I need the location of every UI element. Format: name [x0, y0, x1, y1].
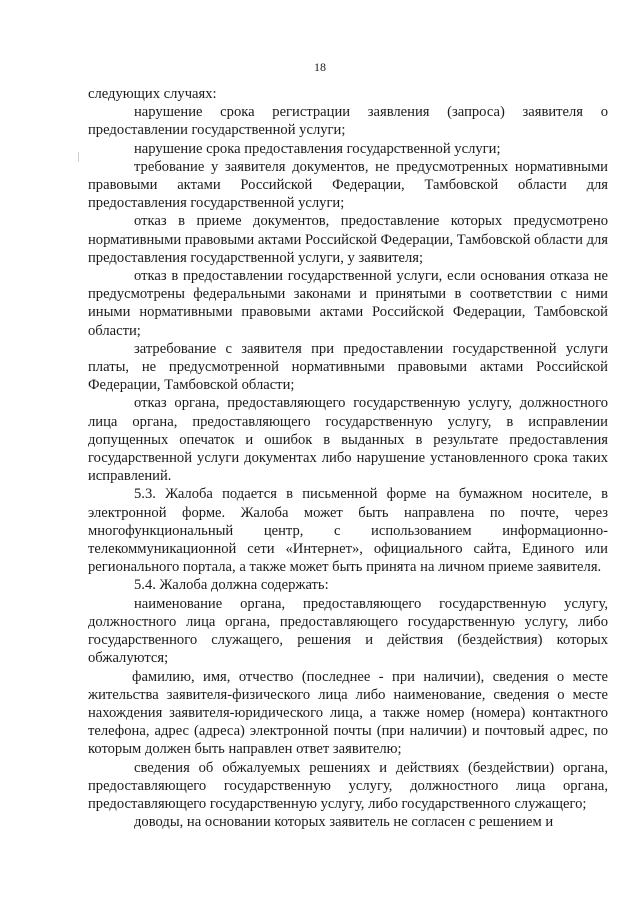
list-item-documents-demand: требование у заявителя документов, не предусмотренных нормативными правовыми актами Российской Федерации, Тамбовской области для предоставления государственной услуги;	[88, 158, 608, 212]
list-item-document-refusal: отказ в приеме документов, предоставление которых предусмотрено нормативными правовыми актами Российской Федерации, Тамбовской области для предоставления государственной услуги, у заявителя;	[88, 213, 608, 266]
list-item-applicant-info: фамилию, имя, отчество (последнее - при наличии), сведения о месте жительства заявителя-физического лица либо наименование, сведения о месте нахождения заявителя-юридического лица, а также номер (номера) контактного телефона, адрес (адреса) электронной почты (при наличии) и почтовый адрес, по которым должен быть направлен ответ заявителю;	[88, 668, 608, 758]
list-item-term-violation: нарушение срока предоставления государственной услуги;	[134, 140, 501, 157]
margin-mark	[78, 152, 79, 162]
paragraph-5-4: 5.4. Жалоба должна содержать:	[134, 577, 329, 594]
list-item-appealed-decisions: сведения об обжалуемых решениях и действиях (бездействии) органа, предоставляющего государственную услугу, должностного лица органа, предоставляющего государственную услугу, либо государственного служащего;	[88, 759, 608, 812]
list-item-arguments: доводы, на основании которых заявитель не согласен с решением и	[134, 814, 554, 831]
paragraph-continuation: следующих случаях:	[88, 86, 217, 102]
page-number: 18	[314, 60, 326, 74]
list-item-body-name: наименование органа, предоставляющего государственную услугу, должностного лица органа, предоставляющего государственную услугу, либо государственного служащего, решения и действия (бездействия) которых обжалуются;	[88, 595, 608, 667]
document-body	[88, 85, 608, 831]
paragraph-5-3: 5.3. Жалоба подается в письменной форме на бумажном носителе, в электронной форме. Жалоба может быть направлена по почте, через многофункциональный центр, с использованием информационно-телекоммуникационной сети «Интернет», официального сайта, Единого или регионального портала, а также может быть принята на личном приеме заявителя.	[88, 486, 608, 576]
list-item-fee-demand: затребование с заявителя при предоставлении государственной услуги платы, не предусмотренной нормативными правовыми актами Российской Федерации, Тамбовской области;	[88, 340, 608, 394]
list-item-registration-violation: нарушение срока регистрации заявления (запроса) заявителя о предоставлении государственной услуги;	[88, 104, 608, 139]
list-item-service-refusal: отказ в предоставлении государственной услуги, если основания отказа не предусмотрены федеральными законами и принятыми в соответствии с ними иными нормативными правовыми актами Российской Федерации, Тамбовской области;	[88, 268, 608, 339]
list-item-correction-refusal: отказ органа, предоставляющего государственную услугу, должностного лица органа, предоставляющего государственную услугу, в исправлении допущенных опечаток и ошибок в выданных в результате предоставления государственной услуги документах либо нарушение установленного срока таких исправлений.	[88, 395, 608, 485]
